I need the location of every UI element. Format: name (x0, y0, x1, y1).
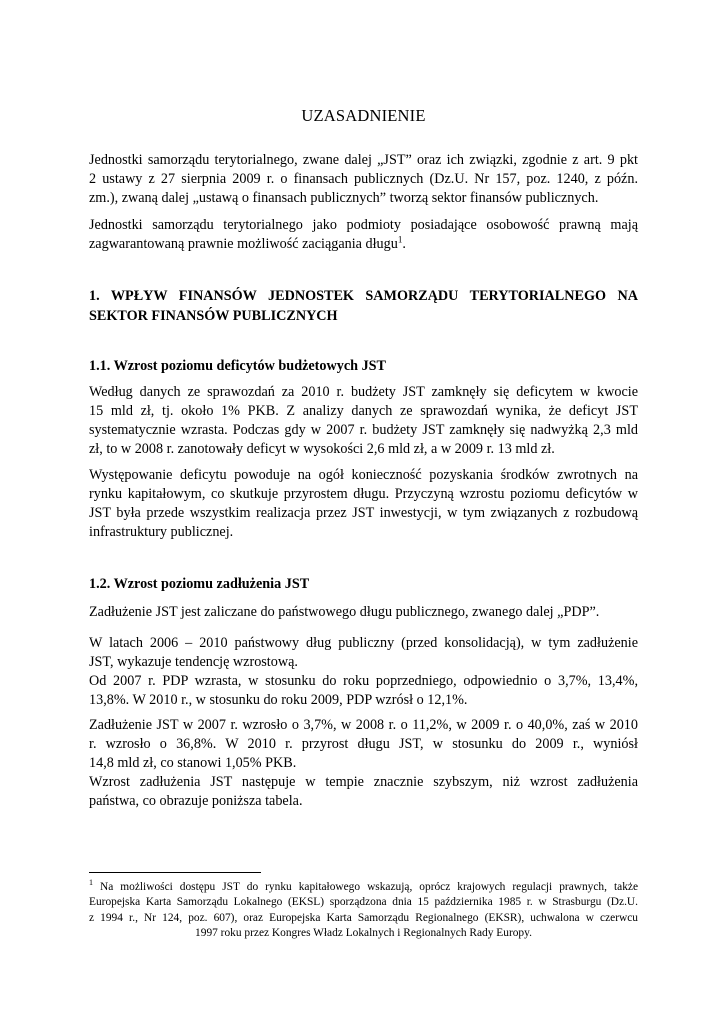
footnote-line (89, 880, 638, 895)
footnote-separator (89, 872, 261, 873)
document-page (89, 0, 638, 1024)
footnote-reference: 1 (397, 234, 403, 245)
document-title: UZASADNIENIE (301, 106, 426, 125)
text-line: Występowanie deficytu powoduje na ogół konieczność pozyskania środków zwrotnych na (89, 467, 638, 483)
footnote-number: 1 (89, 878, 93, 888)
section-1-1-heading: 1.1. Wzrost poziomu deficytów budżetowych JST (89, 358, 387, 374)
footnote-line: Europejska Karta Samorządu Lokalnego (EKSL) sporządzona dnia 15 października 1985 r. w Strasburgu (Dz.U. (89, 896, 638, 909)
text-line: zł, to w 2008 r. zanotowały deficyt w wysokości 2,6 mld zł, a w 2009 r. 13 mld zł. (89, 441, 555, 457)
section-1-2-paragraph-3 (89, 716, 638, 811)
footnote (89, 880, 638, 941)
text-line: 13,8%. W 2010 r., w stosunku do roku 2009, PDP wzrósł o 12,1%. (89, 692, 468, 708)
section-1-2-paragraph-2 (89, 634, 638, 710)
section-1-1-paragraph-1 (89, 383, 638, 459)
footnote-line: z 1994 r., Nr 124, poz. 607), oraz Europejska Karta Samorządu Regionalnego (EKSR), uchwalona w czerwcu (89, 911, 638, 924)
text-line: systematycznie wzrasta. Podczas gdy w 2007 r. budżety JST zamknęły się nadwyżką 2,3 mld (89, 422, 638, 438)
text-line: 14,8 mld zł, co stanowi 1,05% PKB. (89, 755, 297, 771)
text-line: Od 2007 r. PDP wzrasta, w stosunku do roku poprzedniego, odpowiednio o 3,7%, 13,4%, (89, 673, 638, 689)
text-line: państwa, co obrazuje poniższa tabela. (89, 793, 303, 809)
text-line: Wzrost zadłużenia JST następuje w tempie znacznie szybszym, niż wzrost zadłużenia (89, 774, 638, 790)
text-line: 15 mld zł, tj. około 1% PKB. Z analizy danych ze sprawozdań wynika, że deficyt JST (89, 403, 638, 419)
heading-line: SEKTOR FINANSÓW PUBLICZNYCH (89, 308, 338, 324)
text-line (89, 235, 638, 254)
text-line: rynku kapitałowym, co skutkuje przyrostem długu. Przyczyną wzrostu poziomu deficytów w (89, 486, 638, 502)
text-line: JST była przede wszystkim realizacja przez JST inwestycji, w tym związanych z rozbudową (89, 505, 638, 521)
text-line: infrastruktury publicznej. (89, 524, 234, 540)
text-line: Według danych ze sprawozdań za 2010 r. budżety JST zamknęły się deficytem w kwocie (89, 384, 638, 400)
text-fragment: zagwarantowaną prawnie możliwość zaciągania długu (89, 236, 398, 252)
text-fragment: . (402, 236, 406, 252)
text-line: 2 ustawy z 27 sierpnia 2009 r. o finansach publicznych (Dz.U. Nr 157, poz. 1240, z późn. (89, 171, 638, 187)
text-line: Jednostki samorządu terytorialnego, zwane dalej „JST” oraz ich związki, zgodnie z art. 9 pkt (89, 152, 638, 168)
heading-line: 1. WPŁYW FINANSÓW JEDNOSTEK SAMORZĄDU TERYTORIALNEGO NA (89, 288, 638, 304)
footnote-line: 1997 roku przez Kongres Władz Lokalnych i Regionalnych Rady Europy. (195, 926, 532, 939)
intro-paragraph-2 (89, 216, 638, 254)
section-1-1-paragraph-2 (89, 466, 638, 542)
text-line: Jednostki samorządu terytorialnego jako podmioty posiadające osobowość prawną mają (89, 217, 638, 233)
text-line: zm.), zwaną dalej „ustawą o finansach publicznych” tworzą sektor finansów publicznych. (89, 190, 599, 206)
section-1-2-paragraph-1: Zadłużenie JST jest zaliczane do państwowego długu publicznego, zwanego dalej „PDP”. (89, 604, 600, 620)
intro-paragraph-1 (89, 151, 638, 208)
section-1-2-heading: 1.2. Wzrost poziomu zadłużenia JST (89, 576, 310, 592)
text-fragment: Na możliwości dostępu JST do rynku kapitałowego wskazują, oprócz krajowych regulacji prawnych, także (93, 881, 638, 893)
section-1-heading (89, 286, 638, 326)
text-line: r. wzrosło o 36,8%. W 2010 r. przyrost długu JST, w stosunku do 2009 r., wyniósł (89, 736, 638, 752)
text-line: JST, wykazuje tendencję wzrostową. (89, 654, 298, 670)
text-line: Zadłużenie JST w 2007 r. wzrosło o 3,7%, w 2008 r. o 11,2%, w 2009 r. o 40,0%, zaś w 2010 (89, 717, 638, 733)
text-line: W latach 2006 – 2010 państwowy dług publiczny (przed konsolidacją), w tym zadłużenie (89, 635, 638, 651)
